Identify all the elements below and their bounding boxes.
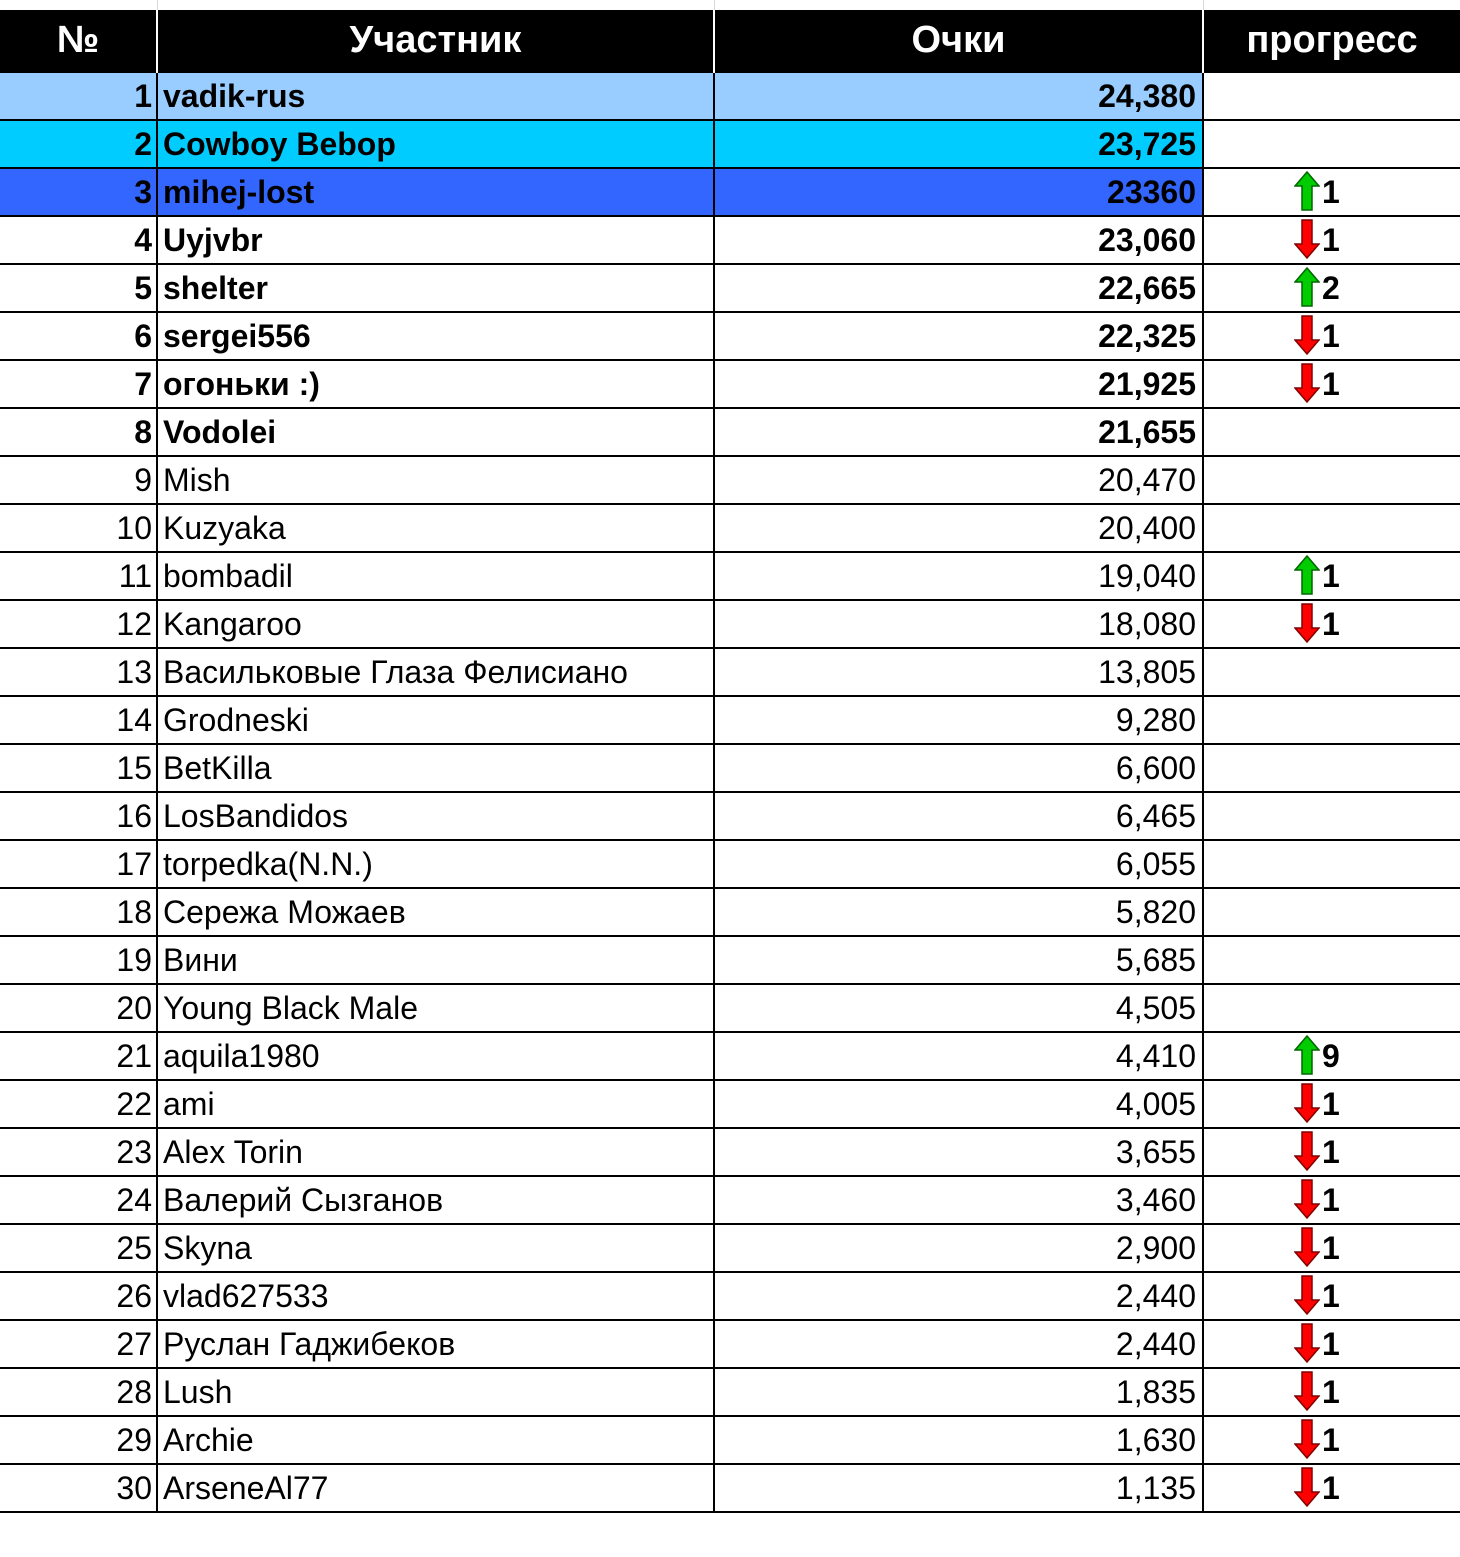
progress-cell[interactable] — [1203, 216, 1460, 264]
table-row — [0, 1416, 1460, 1464]
points-cell[interactable]: 1,835 — [714, 1368, 1203, 1416]
rank-cell[interactable]: 30 — [0, 1464, 157, 1512]
rank-cell[interactable]: 19 — [0, 936, 157, 984]
progress-cell[interactable] — [1203, 1176, 1460, 1224]
header-participant[interactable]: Участник — [157, 10, 714, 72]
rank-cell[interactable]: 15 — [0, 744, 157, 792]
progress-cell[interactable] — [1203, 648, 1460, 696]
points-cell[interactable]: 21,655 — [714, 408, 1203, 456]
rank-cell[interactable]: 5 — [0, 264, 157, 312]
rank-cell[interactable]: 18 — [0, 888, 157, 936]
arrow-down-icon — [1294, 1275, 1320, 1315]
points-cell[interactable]: 13,805 — [714, 648, 1203, 696]
table-row — [0, 1224, 1460, 1272]
participant-cell[interactable]: Cowboy Bebop — [157, 120, 714, 168]
points-cell[interactable]: 1,135 — [714, 1464, 1203, 1512]
progress-cell[interactable] — [1203, 1272, 1460, 1320]
progress-cell[interactable] — [1203, 504, 1460, 552]
table-row — [0, 1272, 1460, 1320]
table-row — [0, 696, 1460, 744]
table-row — [0, 1368, 1460, 1416]
arrow-up-icon — [1294, 171, 1320, 211]
rank-cell[interactable]: 9 — [0, 456, 157, 504]
table-row — [0, 1080, 1460, 1128]
progress-change: 2 — [1322, 270, 1340, 306]
table-row — [0, 72, 1460, 120]
arrow-down-icon — [1294, 1419, 1320, 1459]
participant-cell[interactable]: Uyjvbr — [157, 216, 714, 264]
participant-cell[interactable]: vlad627533 — [157, 1272, 714, 1320]
progress-cell[interactable] — [1203, 840, 1460, 888]
progress-cell[interactable] — [1203, 1320, 1460, 1368]
points-cell[interactable]: 2,440 — [714, 1320, 1203, 1368]
arrow-down-icon — [1294, 363, 1320, 403]
progress-change: 1 — [1322, 1134, 1340, 1170]
progress-cell[interactable] — [1203, 552, 1460, 600]
progress-cell[interactable] — [1203, 600, 1460, 648]
header-row — [0, 10, 1460, 72]
rank-cell[interactable]: 10 — [0, 504, 157, 552]
participant-cell[interactable]: Валерий Сызганов — [157, 1176, 714, 1224]
table-row — [0, 264, 1460, 312]
progress-change: 1 — [1322, 1182, 1340, 1218]
table-body — [0, 72, 1460, 1512]
progress-change: 1 — [1322, 558, 1340, 594]
arrow-down-icon — [1294, 219, 1320, 259]
points-cell[interactable]: 21,925 — [714, 360, 1203, 408]
progress-change: 1 — [1322, 1422, 1340, 1458]
points-cell[interactable]: 1,630 — [714, 1416, 1203, 1464]
progress-change: 1 — [1322, 222, 1340, 258]
rank-cell[interactable]: 27 — [0, 1320, 157, 1368]
rank-cell[interactable]: 25 — [0, 1224, 157, 1272]
participant-cell[interactable]: Вини — [157, 936, 714, 984]
progress-cell[interactable] — [1203, 792, 1460, 840]
progress-cell[interactable] — [1203, 408, 1460, 456]
table-row — [0, 1128, 1460, 1176]
participant-cell[interactable]: LosBandidos — [157, 792, 714, 840]
rank-cell[interactable]: 14 — [0, 696, 157, 744]
rank-cell[interactable]: 16 — [0, 792, 157, 840]
progress-change: 1 — [1322, 174, 1340, 210]
participant-cell[interactable]: огоньки :) — [157, 360, 714, 408]
table-row — [0, 216, 1460, 264]
progress-cell[interactable] — [1203, 264, 1460, 312]
progress-cell[interactable] — [1203, 72, 1460, 120]
participant-cell[interactable]: sergei556 — [157, 312, 714, 360]
header-progress[interactable]: прогресс — [1203, 10, 1460, 72]
table-row — [0, 360, 1460, 408]
progress-change: 1 — [1322, 1374, 1340, 1410]
rank-cell[interactable]: 12 — [0, 600, 157, 648]
rank-cell[interactable]: 20 — [0, 984, 157, 1032]
progress-cell[interactable] — [1203, 888, 1460, 936]
participant-cell[interactable]: Васильковые Глаза Фелисиано — [157, 648, 714, 696]
arrow-down-icon — [1294, 1227, 1320, 1267]
rank-cell[interactable]: 6 — [0, 312, 157, 360]
points-cell[interactable]: 6,055 — [714, 840, 1203, 888]
participant-cell[interactable]: vadik-rus — [157, 72, 714, 120]
progress-cell[interactable] — [1203, 1224, 1460, 1272]
arrow-down-icon — [1294, 1131, 1320, 1171]
rank-cell[interactable]: 17 — [0, 840, 157, 888]
table-row — [0, 1464, 1460, 1512]
table-row — [0, 408, 1460, 456]
points-cell[interactable]: 3,460 — [714, 1176, 1203, 1224]
points-cell[interactable]: 2,440 — [714, 1272, 1203, 1320]
points-cell[interactable]: 6,465 — [714, 792, 1203, 840]
table-row — [0, 648, 1460, 696]
progress-change: 1 — [1322, 1230, 1340, 1266]
rank-cell[interactable]: 13 — [0, 648, 157, 696]
points-cell[interactable]: 4,505 — [714, 984, 1203, 1032]
participant-cell[interactable]: BetKilla — [157, 744, 714, 792]
points-cell[interactable]: 24,380 — [714, 72, 1203, 120]
progress-cell[interactable] — [1203, 360, 1460, 408]
rank-cell[interactable]: 26 — [0, 1272, 157, 1320]
participant-cell[interactable]: Grodneski — [157, 696, 714, 744]
participant-cell[interactable]: Kangaroo — [157, 600, 714, 648]
table-row — [0, 1032, 1460, 1080]
table-row — [0, 120, 1460, 168]
table-row — [0, 936, 1460, 984]
participant-cell[interactable]: Mish — [157, 456, 714, 504]
points-cell[interactable]: 5,685 — [714, 936, 1203, 984]
rank-cell[interactable]: 28 — [0, 1368, 157, 1416]
progress-cell[interactable] — [1203, 1416, 1460, 1464]
table-row — [0, 744, 1460, 792]
progress-cell[interactable] — [1203, 1464, 1460, 1512]
table-row — [0, 888, 1460, 936]
participant-cell[interactable]: Young Black Male — [157, 984, 714, 1032]
participant-cell[interactable]: torpedka(N.N.) — [157, 840, 714, 888]
participant-cell[interactable]: Руслан Гаджибеков — [157, 1320, 714, 1368]
sheet-top-gridlines — [0, 0, 1460, 10]
rank-cell[interactable]: 29 — [0, 1416, 157, 1464]
arrow-down-icon — [1294, 1083, 1320, 1123]
rank-cell[interactable]: 3 — [0, 168, 157, 216]
table-row — [0, 840, 1460, 888]
header-num[interactable]: № — [0, 10, 157, 72]
participant-cell[interactable]: Vodolei — [157, 408, 714, 456]
participant-cell[interactable]: ami — [157, 1080, 714, 1128]
participant-cell[interactable]: Alex Torin — [157, 1128, 714, 1176]
points-cell[interactable]: 9,280 — [714, 696, 1203, 744]
rank-cell[interactable]: 4 — [0, 216, 157, 264]
rank-cell[interactable]: 23 — [0, 1128, 157, 1176]
table-row — [0, 1176, 1460, 1224]
rank-cell[interactable]: 22 — [0, 1080, 157, 1128]
arrow-up-icon — [1294, 1035, 1320, 1075]
participant-cell[interactable]: aquila1980 — [157, 1032, 714, 1080]
rank-cell[interactable]: 2 — [0, 120, 157, 168]
rank-cell[interactable]: 7 — [0, 360, 157, 408]
standings-table — [0, 10, 1460, 1513]
progress-change: 1 — [1322, 1278, 1340, 1314]
points-cell[interactable]: 18,080 — [714, 600, 1203, 648]
progress-cell[interactable] — [1203, 168, 1460, 216]
participant-cell[interactable]: Сережа Можаев — [157, 888, 714, 936]
points-cell[interactable]: 4,410 — [714, 1032, 1203, 1080]
participant-cell[interactable]: Kuzyaka — [157, 504, 714, 552]
progress-change: 1 — [1322, 318, 1340, 354]
table-row — [0, 792, 1460, 840]
rank-cell[interactable]: 21 — [0, 1032, 157, 1080]
points-cell[interactable]: 6,600 — [714, 744, 1203, 792]
rank-cell[interactable]: 11 — [0, 552, 157, 600]
progress-cell[interactable] — [1203, 1368, 1460, 1416]
participant-cell[interactable]: mihej-lost — [157, 168, 714, 216]
table-row — [0, 600, 1460, 648]
table-row — [0, 168, 1460, 216]
rank-cell[interactable]: 24 — [0, 1176, 157, 1224]
arrow-down-icon — [1294, 603, 1320, 643]
arrow-down-icon — [1294, 315, 1320, 355]
table-row — [0, 984, 1460, 1032]
points-cell[interactable]: 20,470 — [714, 456, 1203, 504]
points-cell[interactable]: 23360 — [714, 168, 1203, 216]
participant-cell[interactable]: bombadil — [157, 552, 714, 600]
points-cell[interactable]: 23,060 — [714, 216, 1203, 264]
progress-cell[interactable] — [1203, 936, 1460, 984]
arrow-down-icon — [1294, 1371, 1320, 1411]
participant-cell[interactable]: shelter — [157, 264, 714, 312]
table-row — [0, 312, 1460, 360]
progress-cell[interactable] — [1203, 456, 1460, 504]
progress-cell[interactable] — [1203, 1032, 1460, 1080]
points-cell[interactable]: 4,005 — [714, 1080, 1203, 1128]
progress-cell[interactable] — [1203, 696, 1460, 744]
points-cell[interactable]: 23,725 — [714, 120, 1203, 168]
table-row — [0, 1320, 1460, 1368]
progress-cell[interactable] — [1203, 120, 1460, 168]
progress-cell[interactable] — [1203, 1080, 1460, 1128]
progress-cell[interactable] — [1203, 1128, 1460, 1176]
points-cell[interactable]: 2,900 — [714, 1224, 1203, 1272]
rank-cell[interactable]: 1 — [0, 72, 157, 120]
points-cell[interactable]: 3,655 — [714, 1128, 1203, 1176]
arrow-up-icon — [1294, 555, 1320, 595]
table-row — [0, 552, 1460, 600]
participant-cell[interactable]: Skyna — [157, 1224, 714, 1272]
arrow-down-icon — [1294, 1179, 1320, 1219]
header-points[interactable]: Очки — [714, 10, 1203, 72]
table-row — [0, 504, 1460, 552]
arrow-down-icon — [1294, 1467, 1320, 1507]
points-cell[interactable]: 22,325 — [714, 312, 1203, 360]
progress-cell[interactable] — [1203, 744, 1460, 792]
points-cell[interactable]: 22,665 — [714, 264, 1203, 312]
progress-change: 9 — [1322, 1038, 1340, 1074]
progress-cell[interactable] — [1203, 312, 1460, 360]
arrow-up-icon — [1294, 267, 1320, 307]
points-cell[interactable]: 20,400 — [714, 504, 1203, 552]
rank-cell[interactable]: 8 — [0, 408, 157, 456]
progress-change: 1 — [1322, 1470, 1340, 1506]
points-cell[interactable]: 5,820 — [714, 888, 1203, 936]
progress-change: 1 — [1322, 1086, 1340, 1122]
arrow-down-icon — [1294, 1323, 1320, 1363]
table-row — [0, 456, 1460, 504]
progress-change: 1 — [1322, 1326, 1340, 1362]
participant-cell[interactable]: Lush — [157, 1368, 714, 1416]
progress-change: 1 — [1322, 606, 1340, 642]
participant-cell[interactable]: Archie — [157, 1416, 714, 1464]
progress-cell[interactable] — [1203, 984, 1460, 1032]
participant-cell[interactable]: ArseneAl77 — [157, 1464, 714, 1512]
progress-change: 1 — [1322, 366, 1340, 402]
points-cell[interactable]: 19,040 — [714, 552, 1203, 600]
